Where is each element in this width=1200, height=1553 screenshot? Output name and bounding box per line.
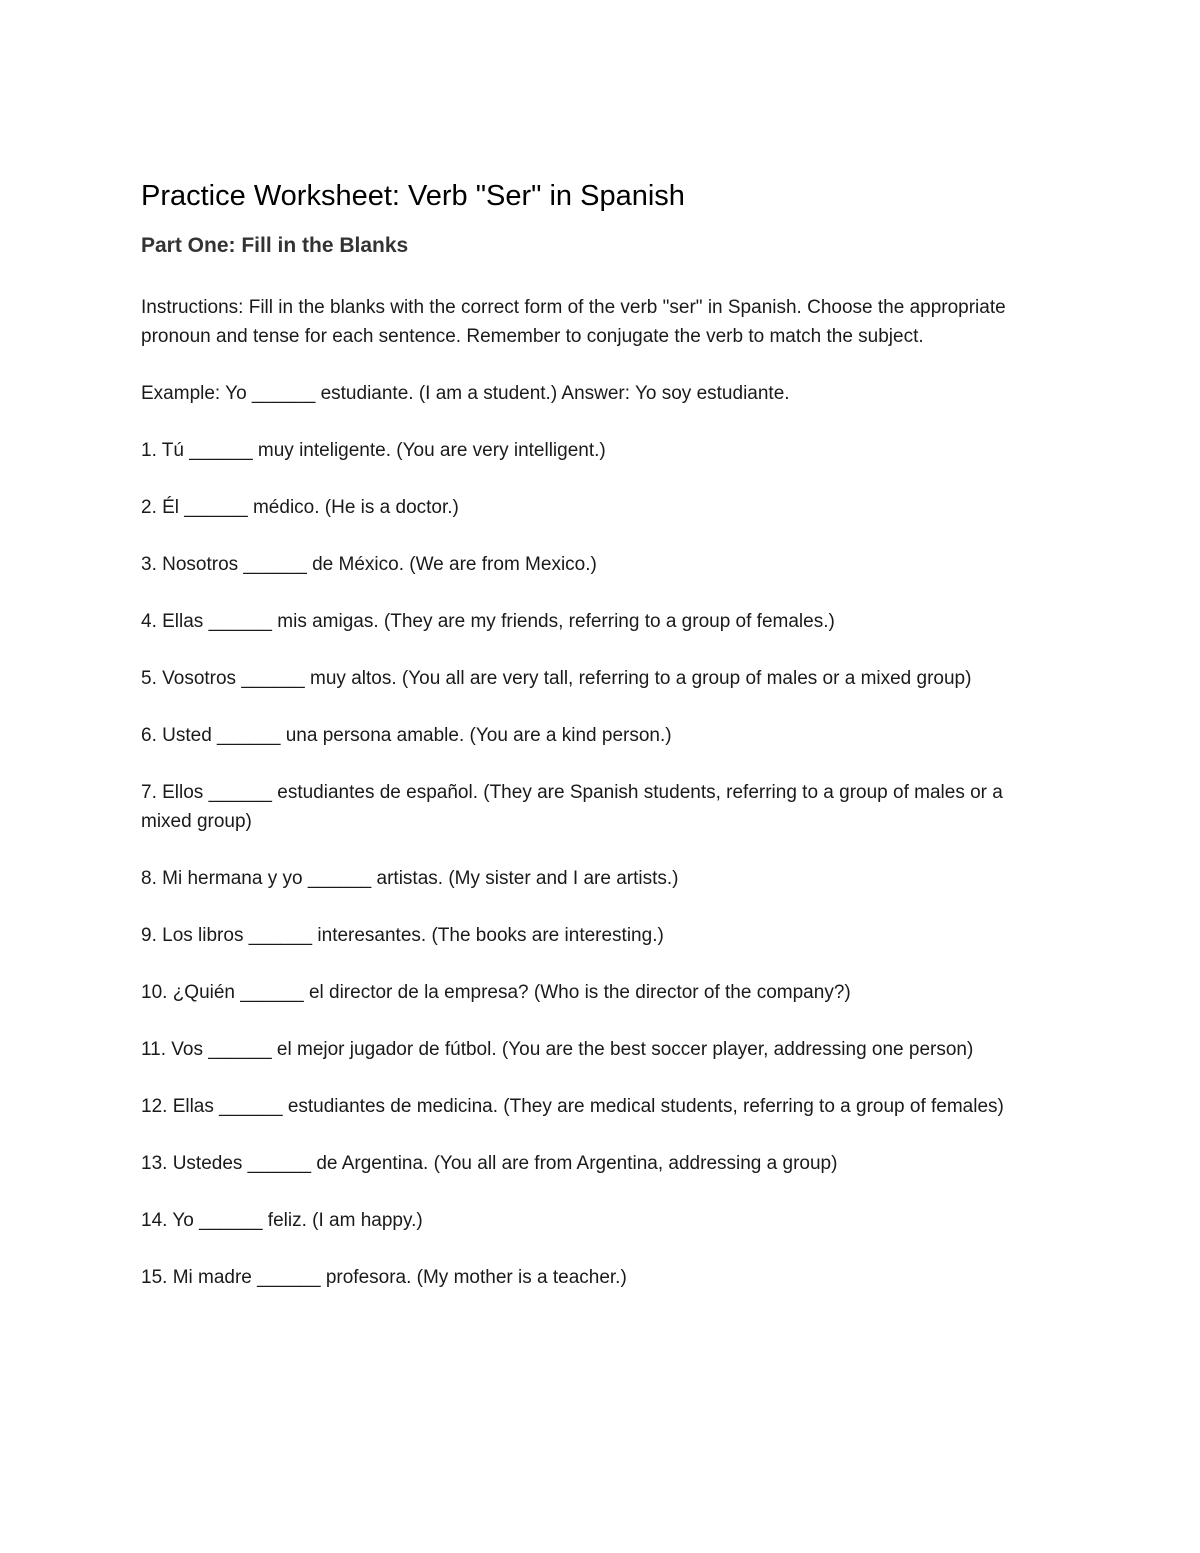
exercise-item: 2. Él ______ médico. (He is a doctor.) <box>141 497 459 518</box>
example-paragraph: Example: Yo ______ estudiante. (I am a student.) Answer: Yo soy estudiante. <box>141 383 790 404</box>
exercise-item: 13. Ustedes ______ de Argentina. (You all are from Argentina, addressing a group) <box>141 1153 838 1174</box>
exercise-item: 8. Mi hermana y yo ______ artistas. (My sister and I are artists.) <box>141 868 679 889</box>
exercise-item: 14. Yo ______ feliz. (I am happy.) <box>141 1210 423 1231</box>
exercise-item: 6. Usted ______ una persona amable. (You are a kind person.) <box>141 725 672 746</box>
exercise-item: 1. Tú ______ muy inteligente. (You are very intelligent.) <box>141 440 606 461</box>
exercise-list <box>141 436 1041 1292</box>
section-subtitle: Part One: Fill in the Blanks <box>141 234 409 257</box>
exercise-item: 11. Vos ______ el mejor jugador de fútbol. (You are the best soccer player, addressing one person) <box>141 1039 974 1060</box>
exercise-item: 7. Ellos ______ estudiantes de español. (They are Spanish students, referring to a group of males or a mixed group) <box>141 782 1003 832</box>
exercise-item: 12. Ellas ______ estudiantes de medicina. (They are medical students, referring to a group of females) <box>141 1096 1004 1117</box>
exercise-item: 9. Los libros ______ interesantes. (The books are interesting.) <box>141 925 664 946</box>
worksheet-page <box>141 178 1041 1292</box>
exercise-item: 5. Vosotros ______ muy altos. (You all are very tall, referring to a group of males or a mixed group) <box>141 668 972 689</box>
page-title: Practice Worksheet: Verb "Ser" in Spanish <box>141 180 685 212</box>
exercise-item: 15. Mi madre ______ profesora. (My mother is a teacher.) <box>141 1267 627 1288</box>
instructions-paragraph: Instructions: Fill in the blanks with the correct form of the verb "ser" in Spanish. Choose the appropriate pronoun and tense for each sentence. Remember to conjugate the verb to match the subject. <box>141 297 1006 347</box>
exercise-item: 3. Nosotros ______ de México. (We are from Mexico.) <box>141 554 597 575</box>
exercise-item: 4. Ellas ______ mis amigas. (They are my friends, referring to a group of females.) <box>141 611 835 632</box>
exercise-item: 10. ¿Quién ______ el director de la empresa? (Who is the director of the company?) <box>141 982 851 1003</box>
